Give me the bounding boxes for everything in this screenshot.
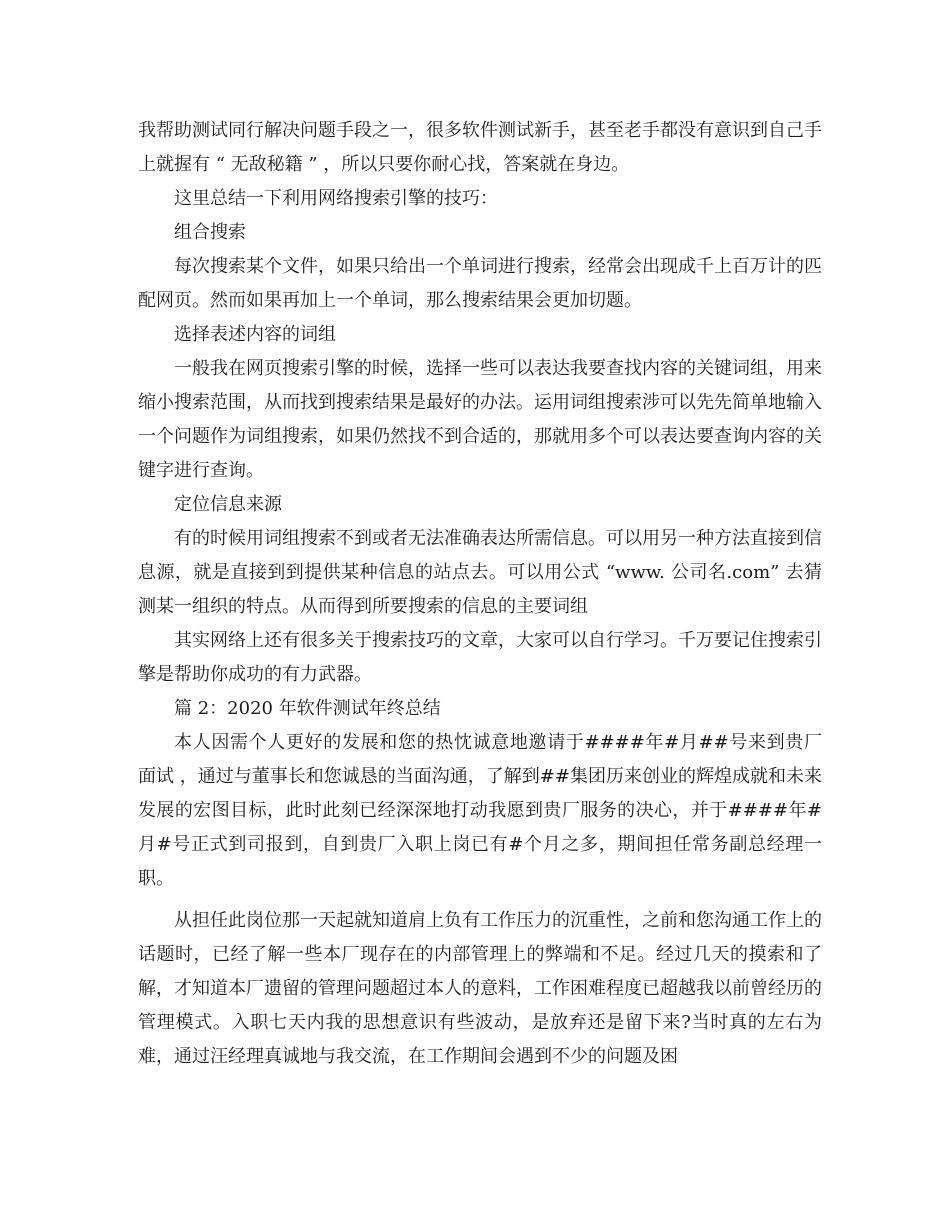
paragraph-conclusion: 其实网络上还有很多关于搜索技巧的文章，大家可以自行学习。千万要记住搜索引擎是帮助你成功的有力武器。	[138, 630, 822, 685]
document-body	[138, 114, 822, 1074]
paragraph-locate-source: 有的时候用词组搜索不到或者无法准确表达所需信息。可以用另一种方法直接到信息源，就是直接到到提供某种信息的站点去。可以用公式 “www. 公司名.com” 去猜测某一组织的特点。从而得到所要搜索的信息的主要词组	[138, 528, 822, 617]
section-title: 篇 2：2020 年软件测试年终总结	[174, 698, 441, 719]
paragraph-phrase-choice: 一般我在网页搜索引擎的时候，选择一些可以表达我要查找内容的关键词组，用来缩小搜索范围，从而找到搜索结果是最好的办法。运用词组搜索涉可以先先简单地输入一个问题作为词组搜索，如果仍然找不到合适的，那就用多个可以表达要查询内容的关键字进行查询。	[138, 358, 822, 481]
paragraph-section-intro: 本人因需个人更好的发展和您的热忱诚意地邀请于####年#月##号来到贵厂 面试 ，通过与董事长和您诚恳的当面沟通，了解到##集团历来创业的辉煌成就和未来发展的宏图目标，此时此刻已经深深地打动我愿到贵厂服务的决心，并于####年#月#号正式到司报到，自到贵厂入职上岗已有#个月之多，期间担任常务副总经理一职。	[138, 732, 822, 889]
heading-locate-source: 定位信息来源	[174, 494, 282, 515]
paragraph-combined-search: 每次搜索某个文件，如果只给出一个单词进行搜索，经常会出现成千上百万计的匹配网页。然而如果再加上一个单词，那么搜索结果会更加切题。	[138, 256, 822, 311]
paragraph-section-body: 从担任此岗位那一天起就知道肩上负有工作压力的沉重性，之前和您沟通工作上的话题时，已经了解一些本厂现存在的内部管理上的弊端和不足。经过几天的摸索和了解，才知道本厂遗留的管理问题超过本人的意料，工作困难程度已超越我以前曾经历的管理模式。入职七天内我的思想意识有些波动，是放弃还是留下来?当时真的左右为难，通过汪经理真诚地与我交流，在工作期间会遇到不少的问题及困	[138, 910, 822, 1067]
heading-phrase-choice: 选择表述内容的词组	[174, 324, 336, 345]
heading-combined-search: 组合搜索	[174, 222, 246, 243]
paragraph-intro: 我帮助测试同行解决问题手段之一，很多软件测试新手，甚至老手都没有意识到自己手上就握有 “ 无敌秘籍 ” ，所以只要你耐心找，答案就在身边。	[138, 120, 822, 175]
paragraph-summary-lead: 这里总结一下利用网络搜索引擎的技巧：	[174, 188, 498, 209]
